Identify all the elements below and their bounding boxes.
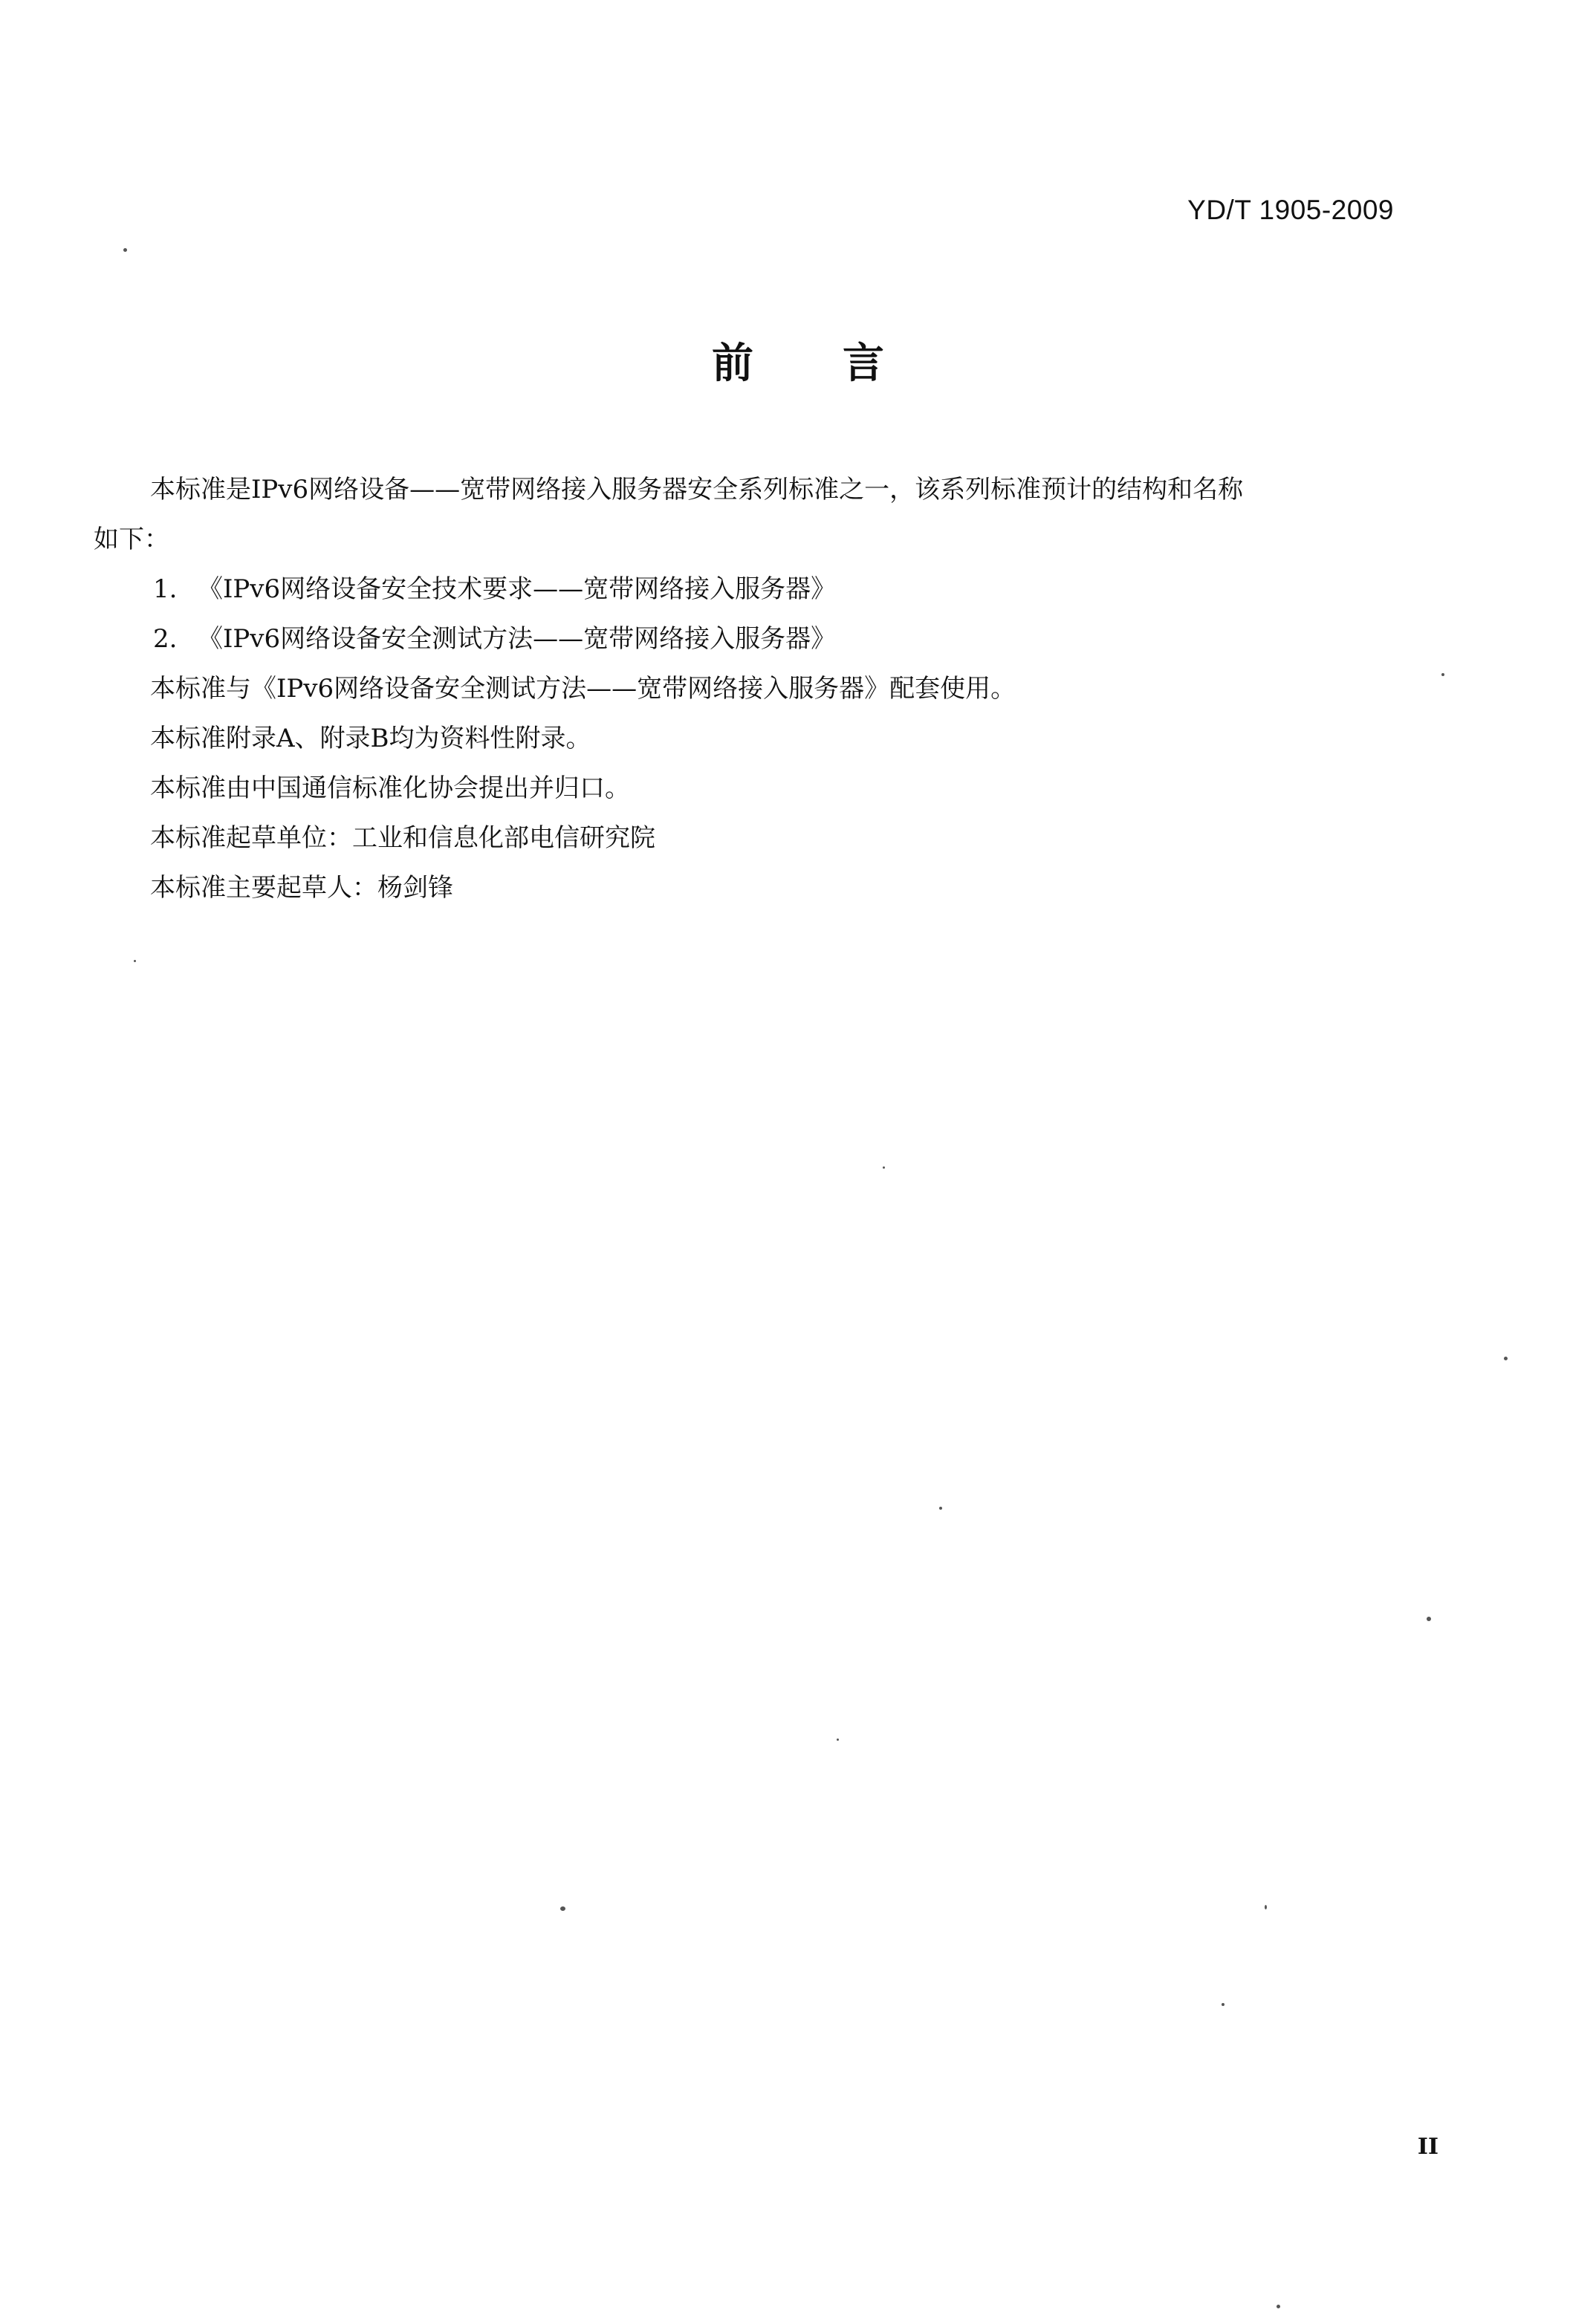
list-item — [94, 565, 1401, 614]
list-item — [94, 614, 1401, 664]
standard-code: YD/T 1905-2009 — [1187, 195, 1394, 225]
scan-speck — [837, 1739, 839, 1741]
scan-speck — [1222, 2003, 1224, 2006]
scan-speck — [560, 1906, 565, 1911]
scan-speck — [1427, 1617, 1431, 1621]
scan-speck — [1504, 1357, 1508, 1360]
intro-line-2: 如下： — [94, 525, 169, 554]
intro-line-1: 本标准是IPv6网络设备——宽带网络接入服务器安全系列标准之一，该系列标准预计的结构和名称 — [150, 475, 1244, 504]
page-number: II — [1417, 2134, 1438, 2160]
scan-speck — [883, 1166, 885, 1169]
scan-speck — [123, 248, 127, 252]
list-item-number: 1. — [153, 574, 178, 604]
foreword-body — [94, 465, 1401, 913]
scan-speck — [1441, 673, 1444, 676]
para-drafter: 本标准主要起草人：杨剑锋 — [150, 873, 453, 903]
scan-speck — [134, 960, 136, 962]
list-item-text: 《IPv6网络设备安全测试方法——宽带网络接入服务器》 — [198, 624, 837, 654]
scan-speck — [939, 1507, 942, 1510]
scan-speck — [1277, 2305, 1280, 2308]
para-drafting-unit: 本标准起草单位：工业和信息化部电信研究院 — [150, 823, 655, 853]
list-item-number: 2. — [153, 624, 178, 654]
scan-speck — [1265, 1905, 1267, 1909]
para-proposer: 本标准由中国通信标准化协会提出并归口。 — [150, 773, 630, 803]
para-appendix: 本标准附录A、附录B均为资料性附录。 — [150, 724, 591, 753]
page-title: 前言 — [712, 340, 973, 388]
list-item-text: 《IPv6网络设备安全技术要求——宽带网络接入服务器》 — [198, 574, 837, 604]
para-usage: 本标准与《IPv6网络设备安全测试方法——宽带网络接入服务器》配套使用。 — [150, 674, 1016, 704]
